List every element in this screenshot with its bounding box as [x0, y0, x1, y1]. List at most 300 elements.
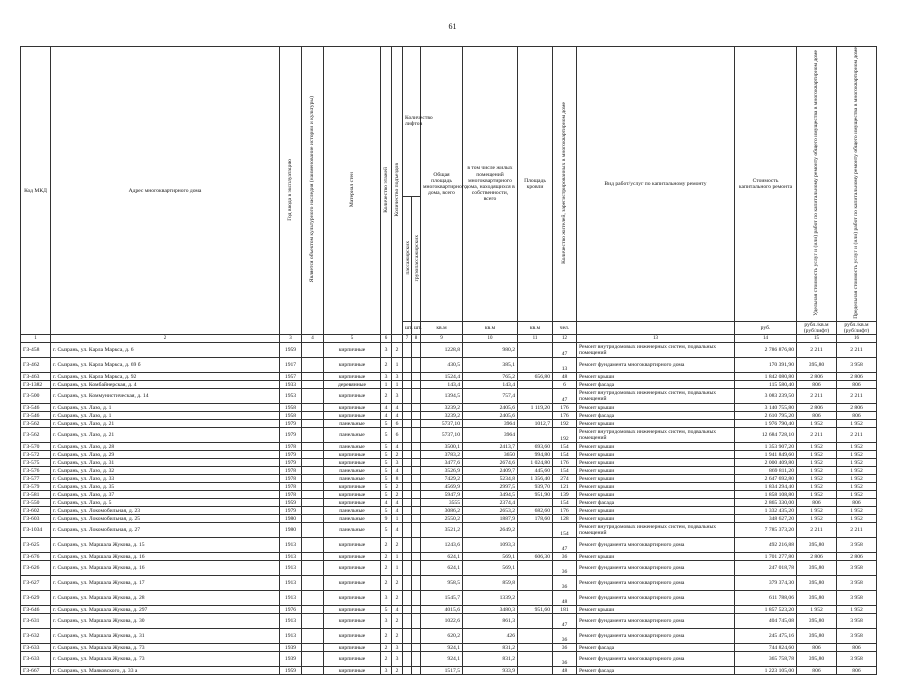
cell-roof-area: 656,80: [518, 373, 553, 381]
cell-floors: 5: [381, 467, 392, 475]
cell-code: ГЗ-633: [21, 652, 51, 667]
cell-cost: 12 684 728,10: [735, 428, 797, 443]
cell-lifts-cargo: [412, 652, 421, 667]
table-header: [21, 47, 877, 343]
cell-limit-cost: 2 211: [837, 343, 877, 358]
cell-code: ГЗ-546: [21, 412, 51, 420]
cell-lifts-pass: [403, 443, 412, 451]
cell-limit-cost: 1 952: [837, 507, 877, 515]
unit-unit-cost: рубл./кв.м (руб/лифт): [797, 321, 837, 334]
col-num-3: 3: [280, 335, 302, 343]
cell-code: ГЗ-463: [21, 373, 51, 381]
cell-lifts-cargo: [412, 428, 421, 443]
cell-lifts-cargo: [412, 420, 421, 428]
cell-floors: 5: [381, 475, 392, 483]
cell-roof-area: [518, 428, 553, 443]
cell-entrances: 3: [392, 389, 403, 404]
cell-year: 1913: [280, 561, 302, 576]
cell-address: г. Сызрань, ул. Маршала Жукова, д. 73: [51, 644, 280, 652]
cell-work-type: Ремонт крыши: [577, 459, 735, 467]
cell-heritage: [302, 467, 324, 475]
cell-roof-area: 951,90: [518, 491, 553, 499]
cell-area-residential: 1339,2: [463, 591, 518, 606]
page-number: 61: [448, 22, 457, 31]
cell-code: ГЗ-500: [21, 389, 51, 404]
cell-roof-area: [518, 538, 553, 553]
cell-limit-cost: 1 952: [837, 467, 877, 475]
cell-lifts-pass: [403, 523, 412, 538]
cell-residents: 48: [553, 373, 577, 381]
cell-floors: 4: [381, 404, 392, 412]
cell-year: 1913: [280, 591, 302, 606]
cell-floors: 9: [381, 515, 392, 523]
cell-area-residential: 831,2: [463, 644, 518, 652]
cell-cost: 611 788,06: [735, 591, 797, 606]
table-row: [21, 373, 877, 381]
cell-residents: 47: [553, 614, 577, 629]
cell-year: 1979: [280, 428, 302, 443]
table-row: [21, 404, 877, 412]
cell-lifts-pass: [403, 538, 412, 553]
cell-floors: 5: [381, 428, 392, 443]
cell-lifts-pass: [403, 491, 412, 499]
capital-repair-table: [20, 46, 877, 675]
cell-entrances: 2: [392, 614, 403, 629]
cell-walls: кирпичные: [324, 561, 381, 576]
cell-code: ГЗ-550: [21, 499, 51, 507]
cell-limit-cost: 2 806: [837, 404, 877, 412]
cell-unit-cost: 806: [797, 499, 837, 507]
cell-floors: 2: [381, 538, 392, 553]
cell-code: ГЗ-572: [21, 451, 51, 459]
cell-entrances: 3: [392, 373, 403, 381]
cell-entrances: 4: [392, 443, 403, 451]
header-lifts-pass: пассажирских: [405, 241, 411, 275]
cell-work-type: Ремонт фундамента многоквартирного дома: [577, 652, 735, 667]
cell-heritage: [302, 491, 324, 499]
cell-walls: кирпичные: [324, 629, 381, 644]
col-num-10: 10: [463, 335, 518, 343]
cell-code: ГЗ-625: [21, 538, 51, 553]
cell-roof-area: [518, 644, 553, 652]
cell-area-residential: 1887,9: [463, 515, 518, 523]
cell-walls: панельные: [324, 420, 381, 428]
cell-address: г. Сызрань, ул. Маяковского, д. 33 а: [51, 667, 280, 675]
cell-area-residential: 2405,6: [463, 404, 518, 412]
cell-entrances: 2: [392, 629, 403, 644]
cell-residents: 47: [553, 343, 577, 358]
cell-roof-area: [518, 614, 553, 629]
cell-code: ГЗ-577: [21, 475, 51, 483]
cell-lifts-cargo: [412, 491, 421, 499]
cell-unit-cost: 1 952: [797, 491, 837, 499]
cell-year: 1913: [280, 614, 302, 629]
cell-walls: кирпичные: [324, 483, 381, 491]
cell-area-total: 1394,5: [421, 389, 463, 404]
cell-limit-cost: 1 952: [837, 475, 877, 483]
cell-work-type: Ремонт внутридомовых инженерных систем, подвальных помещений: [577, 428, 735, 443]
cell-address: г. Сызрань, ул. Лазо, д. 1: [51, 404, 280, 412]
table-row: [21, 420, 877, 428]
table-row: [21, 629, 877, 644]
cell-residents: 192: [553, 428, 577, 443]
cell-work-type: Ремонт крыши: [577, 515, 735, 523]
cell-year: 1958: [280, 404, 302, 412]
cell-area-residential: 3964: [463, 428, 518, 443]
cell-lifts-pass: [403, 459, 412, 467]
cell-unit-cost: 395,80: [797, 561, 837, 576]
cell-lifts-cargo: [412, 591, 421, 606]
cell-walls: кирпичные: [324, 499, 381, 507]
cell-area-total: 3500,1: [421, 443, 463, 451]
cell-unit-cost: 2 211: [797, 343, 837, 358]
cell-year: 1939: [280, 644, 302, 652]
cell-cost: 1 353 907,20: [735, 443, 797, 451]
cell-address: г. Сызрань, ул. Маршала Жукова, д. 15: [51, 538, 280, 553]
cell-work-type: Ремонт крыши: [577, 491, 735, 499]
cell-cost: 869 811,20: [735, 467, 797, 475]
cell-code: ГЗ-603: [21, 515, 51, 523]
unit-lifts-cargo: шт.: [412, 321, 421, 334]
cell-lifts-cargo: [412, 667, 421, 675]
cell-cost: 3 140 755,80: [735, 404, 797, 412]
cell-cost: 404 745,08: [735, 614, 797, 629]
cell-walls: панельные: [324, 443, 381, 451]
cell-floors: 5: [381, 523, 392, 538]
cell-work-type: Ремонт крыши: [577, 467, 735, 475]
cell-unit-cost: 1 952: [797, 443, 837, 451]
cell-limit-cost: 2 806: [837, 373, 877, 381]
cell-residents: 36: [553, 553, 577, 561]
cell-roof-area: 1 024,80: [518, 459, 553, 467]
cell-code: ГЗ-546: [21, 404, 51, 412]
cell-floors: 2: [381, 358, 392, 373]
cell-residents: 192: [553, 420, 577, 428]
cell-year: 1959: [280, 343, 302, 358]
cell-address: г. Сызрань, ул. Локомобильная, д. 23: [51, 507, 280, 515]
header-residents: Количество жителей, зарегистрированных в многоквартирном доме: [561, 101, 568, 264]
cell-area-residential: 859,8: [463, 576, 518, 591]
cell-floors: 4: [381, 499, 392, 507]
cell-floors: 5: [381, 491, 392, 499]
cell-entrances: 4: [392, 523, 403, 538]
cell-address: г. Сызрань, ул. Маршала Жукова, д. 297: [51, 606, 280, 614]
cell-walls: кирпичные: [324, 614, 381, 629]
cell-residents: 47: [553, 538, 577, 553]
table-row: [21, 667, 877, 675]
cell-cost: 2 000 409,80: [735, 459, 797, 467]
cell-cost: 1 223 105,00: [735, 667, 797, 675]
cell-address: г. Сызрань, ул. Комбайнерская, д. 4: [51, 381, 280, 389]
cell-residents: 36: [553, 644, 577, 652]
cell-year: 1953: [280, 389, 302, 404]
cell-address: г. Сызрань, ул. Маршала Жукова, д. 31: [51, 629, 280, 644]
cell-residents: 36: [553, 576, 577, 591]
cell-lifts-pass: [403, 475, 412, 483]
header-area-total: Общая площадь многоквартирного дома, всего: [421, 47, 463, 322]
cell-floors: 3: [381, 591, 392, 606]
cell-area-residential: 2405,6: [463, 412, 518, 420]
table-row: [21, 451, 877, 459]
table-row: [21, 459, 877, 467]
table-row: [21, 606, 877, 614]
cell-lifts-cargo: [412, 499, 421, 507]
cell-walls: кирпичные: [324, 667, 381, 675]
cell-walls: деревянные: [324, 381, 381, 389]
cell-unit-cost: 395,80: [797, 358, 837, 373]
cell-heritage: [302, 428, 324, 443]
cell-address: г. Сызрань, ул. Маршала Жукова, д. 16: [51, 561, 280, 576]
cell-unit-cost: 395,80: [797, 614, 837, 629]
table-row: [21, 491, 877, 499]
cell-area-total: 924,1: [421, 652, 463, 667]
cell-roof-area: 1 356,40: [518, 475, 553, 483]
cell-heritage: [302, 381, 324, 389]
cell-lifts-cargo: [412, 629, 421, 644]
cell-floors: 2: [381, 389, 392, 404]
header-limit-cost: Предельная стоимость услуг и (или) работ по капитальному ремонту общего имущества в многоквартирном доме: [853, 47, 860, 319]
cell-heritage: [302, 667, 324, 675]
cell-cost: 365 758,78: [735, 652, 797, 667]
cell-address: г. Сызрань, ул. Лазо, д. 5: [51, 499, 280, 507]
cell-lifts-pass: [403, 561, 412, 576]
cell-year: 1980: [280, 523, 302, 538]
cell-work-type: Ремонт внутридомовых инженерных систем, подвальных помещений: [577, 343, 735, 358]
table-row: [21, 499, 877, 507]
cell-unit-cost: 2 806: [797, 404, 837, 412]
table-row: [21, 381, 877, 389]
cell-entrances: 1: [392, 358, 403, 373]
cell-work-type: Ремонт крыши: [577, 507, 735, 515]
cell-code: ГЗ-562: [21, 428, 51, 443]
cell-walls: кирпичные: [324, 404, 381, 412]
cell-residents: 36: [553, 629, 577, 644]
cell-limit-cost: 2 211: [837, 428, 877, 443]
cell-address: г. Сызрань, ул. Маршала Жукова, д. 28: [51, 591, 280, 606]
cell-work-type: Ремонт фундамента многоквартирного дома: [577, 591, 735, 606]
cell-entrances: 2: [392, 667, 403, 675]
cell-code: ГЗ-602: [21, 507, 51, 515]
cell-cost: 744 824,60: [735, 644, 797, 652]
cell-residents: 48: [553, 591, 577, 606]
cell-roof-area: [518, 358, 553, 373]
unit-cost: руб.: [735, 321, 797, 334]
cell-floors: 3: [381, 373, 392, 381]
cell-entrances: 2: [392, 451, 403, 459]
cell-address: г. Сызрань, ул. Маршала Жукова, д. 30: [51, 614, 280, 629]
col-num-7: [392, 335, 403, 343]
cell-roof-area: [518, 343, 553, 358]
cell-area-residential: 3494,5: [463, 491, 518, 499]
cell-address: г. Сызрань, ул. Лазо, д. 32: [51, 467, 280, 475]
header-heritage: Является объектом культурного наследия (наименование истории и культуры): [309, 96, 316, 283]
cell-unit-cost: 395,80: [797, 538, 837, 553]
cell-residents: 176: [553, 412, 577, 420]
cell-roof-area: [518, 389, 553, 404]
cell-code: ГЗ-562: [21, 420, 51, 428]
cell-work-type: Ремонт крыши: [577, 443, 735, 451]
cell-area-total: 1228,8: [421, 343, 463, 358]
col-num-8: 8: [412, 335, 421, 343]
cell-heritage: [302, 443, 324, 451]
cell-heritage: [302, 538, 324, 553]
cell-code: ГЗ-575: [21, 459, 51, 467]
cell-limit-cost: 3 958: [837, 652, 877, 667]
cell-residents: 6: [553, 381, 577, 389]
col-num-14: 14: [735, 335, 797, 343]
cell-lifts-cargo: [412, 475, 421, 483]
cell-area-residential: 2674,6: [463, 459, 518, 467]
cell-entrances: 4: [392, 412, 403, 420]
cell-roof-area: 606,30: [518, 553, 553, 561]
cell-heritage: [302, 553, 324, 561]
cell-walls: панельные: [324, 523, 381, 538]
cell-area-residential: 831,2: [463, 652, 518, 667]
cell-heritage: [302, 523, 324, 538]
cell-heritage: [302, 459, 324, 467]
cell-heritage: [302, 614, 324, 629]
cell-entrances: 4: [392, 467, 403, 475]
cell-lifts-pass: [403, 389, 412, 404]
cell-cost: 2 610 795,20: [735, 412, 797, 420]
cell-entrances: 2: [392, 538, 403, 553]
cell-entrances: 1: [392, 561, 403, 576]
cell-address: г. Сызрань, ул. Лазо, д. 28: [51, 443, 280, 451]
unit-residents: чел.: [553, 321, 577, 334]
unit-roof-area: кв.м: [518, 321, 553, 334]
cell-limit-cost: 806: [837, 499, 877, 507]
cell-lifts-pass: [403, 343, 412, 358]
cell-walls: кирпичные: [324, 358, 381, 373]
cell-entrances: 2: [392, 491, 403, 499]
cell-walls: кирпичные: [324, 389, 381, 404]
cell-residents: 139: [553, 491, 577, 499]
cell-entrances: 6: [392, 420, 403, 428]
col-num-5: 5: [324, 335, 381, 343]
cell-unit-cost: 1 952: [797, 483, 837, 491]
cell-cost: 1 701 277,80: [735, 553, 797, 561]
cell-year: 1978: [280, 443, 302, 451]
cell-entrances: 4: [392, 499, 403, 507]
cell-year: 1980: [280, 515, 302, 523]
cell-lifts-pass: [403, 591, 412, 606]
cell-lifts-pass: [403, 507, 412, 515]
table-row: [21, 553, 877, 561]
cell-unit-cost: 806: [797, 667, 837, 675]
cell-heritage: [302, 644, 324, 652]
cell-code: ГЗ-629: [21, 591, 51, 606]
cell-address: г. Сызрань, ул. Локомобильная, д. 27: [51, 523, 280, 538]
cell-code: ГЗ-633: [21, 644, 51, 652]
cell-residents: 36: [553, 652, 577, 667]
header-floors: Количество этажей: [383, 166, 389, 213]
cell-area-residential: 143,4: [463, 381, 518, 389]
cell-lifts-cargo: [412, 467, 421, 475]
cell-area-total: 3521,2: [421, 523, 463, 538]
cell-limit-cost: 806: [837, 644, 877, 652]
col-num-13: 13: [577, 335, 735, 343]
cell-floors: 2: [381, 629, 392, 644]
table-row: [21, 389, 877, 404]
cell-area-total: 5947,9: [421, 491, 463, 499]
cell-area-total: 958,5: [421, 576, 463, 591]
table-row: [21, 523, 877, 538]
cell-limit-cost: 3 958: [837, 576, 877, 591]
cell-area-total: 3526,9: [421, 467, 463, 475]
cell-year: 1957: [280, 373, 302, 381]
cell-cost: 2 647 692,80: [735, 475, 797, 483]
cell-entrances: 1: [392, 515, 403, 523]
cell-work-type: Ремонт фасада: [577, 412, 735, 420]
cell-address: г. Сызрань, ул. Лазо, д. 1: [51, 412, 280, 420]
table-body: [21, 343, 877, 675]
cell-code: ГЗ-462: [21, 358, 51, 373]
cell-code: ГЗ-627: [21, 576, 51, 591]
cell-address: г. Сызрань, ул. Карла Маркса, д. 6: [51, 343, 280, 358]
cell-year: 1939: [280, 652, 302, 667]
cell-work-type: Ремонт внутридомовых инженерных систем, подвальных помещений: [577, 523, 735, 538]
cell-work-type: Ремонт фасада: [577, 499, 735, 507]
cell-area-total: 1524,4: [421, 373, 463, 381]
cell-work-type: Ремонт фундамента многоквартирного дома: [577, 629, 735, 644]
cell-work-type: Ремонт крыши: [577, 475, 735, 483]
cell-address: г. Сызрань, ул. Лазо, д. 33: [51, 475, 280, 483]
cell-code: ГЗ-1034: [21, 523, 51, 538]
cell-limit-cost: 1 952: [837, 459, 877, 467]
cell-lifts-cargo: [412, 538, 421, 553]
cell-area-total: 2550,2: [421, 515, 463, 523]
cell-cost: 1 941 849,60: [735, 451, 797, 459]
cell-floors: 4: [381, 412, 392, 420]
cell-walls: кирпичные: [324, 652, 381, 667]
cell-floors: 5: [381, 459, 392, 467]
cell-unit-cost: 2 211: [797, 389, 837, 404]
cell-walls: кирпичные: [324, 459, 381, 467]
cell-area-total: 3239,2: [421, 404, 463, 412]
cell-limit-cost: 1 952: [837, 483, 877, 491]
cell-limit-cost: 3 958: [837, 629, 877, 644]
cell-heritage: [302, 499, 324, 507]
cell-lifts-cargo: [412, 443, 421, 451]
cell-address: г. Сызрань, ул. Лазо, д. 37: [51, 491, 280, 499]
cell-area-residential: 765,2: [463, 373, 518, 381]
cell-work-type: Ремонт крыши: [577, 420, 735, 428]
cell-lifts-cargo: [412, 412, 421, 420]
cell-year: 1978: [280, 467, 302, 475]
cell-year: 1978: [280, 491, 302, 499]
col-num-7: 7: [403, 335, 412, 343]
header-entrances: Количество подъездов: [394, 162, 400, 217]
cell-area-total: 143,4: [421, 381, 463, 389]
cell-lifts-pass: [403, 467, 412, 475]
cell-limit-cost: 2 806: [837, 553, 877, 561]
table-row: [21, 507, 877, 515]
cell-work-type: Ремонт крыши: [577, 483, 735, 491]
cell-area-total: 924,1: [421, 644, 463, 652]
cell-roof-area: [518, 576, 553, 591]
cell-lifts-pass: [403, 358, 412, 373]
cell-roof-area: 939,70: [518, 483, 553, 491]
cell-code: ГЗ-632: [21, 629, 51, 644]
cell-limit-cost: 1 952: [837, 443, 877, 451]
cell-lifts-pass: [403, 667, 412, 675]
cell-limit-cost: 3 958: [837, 538, 877, 553]
unit-lifts-pass: шт.: [403, 321, 412, 334]
cell-lifts-pass: [403, 553, 412, 561]
cell-lifts-pass: [403, 606, 412, 614]
cell-lifts-cargo: [412, 553, 421, 561]
cell-cost: 2 786 876,80: [735, 343, 797, 358]
